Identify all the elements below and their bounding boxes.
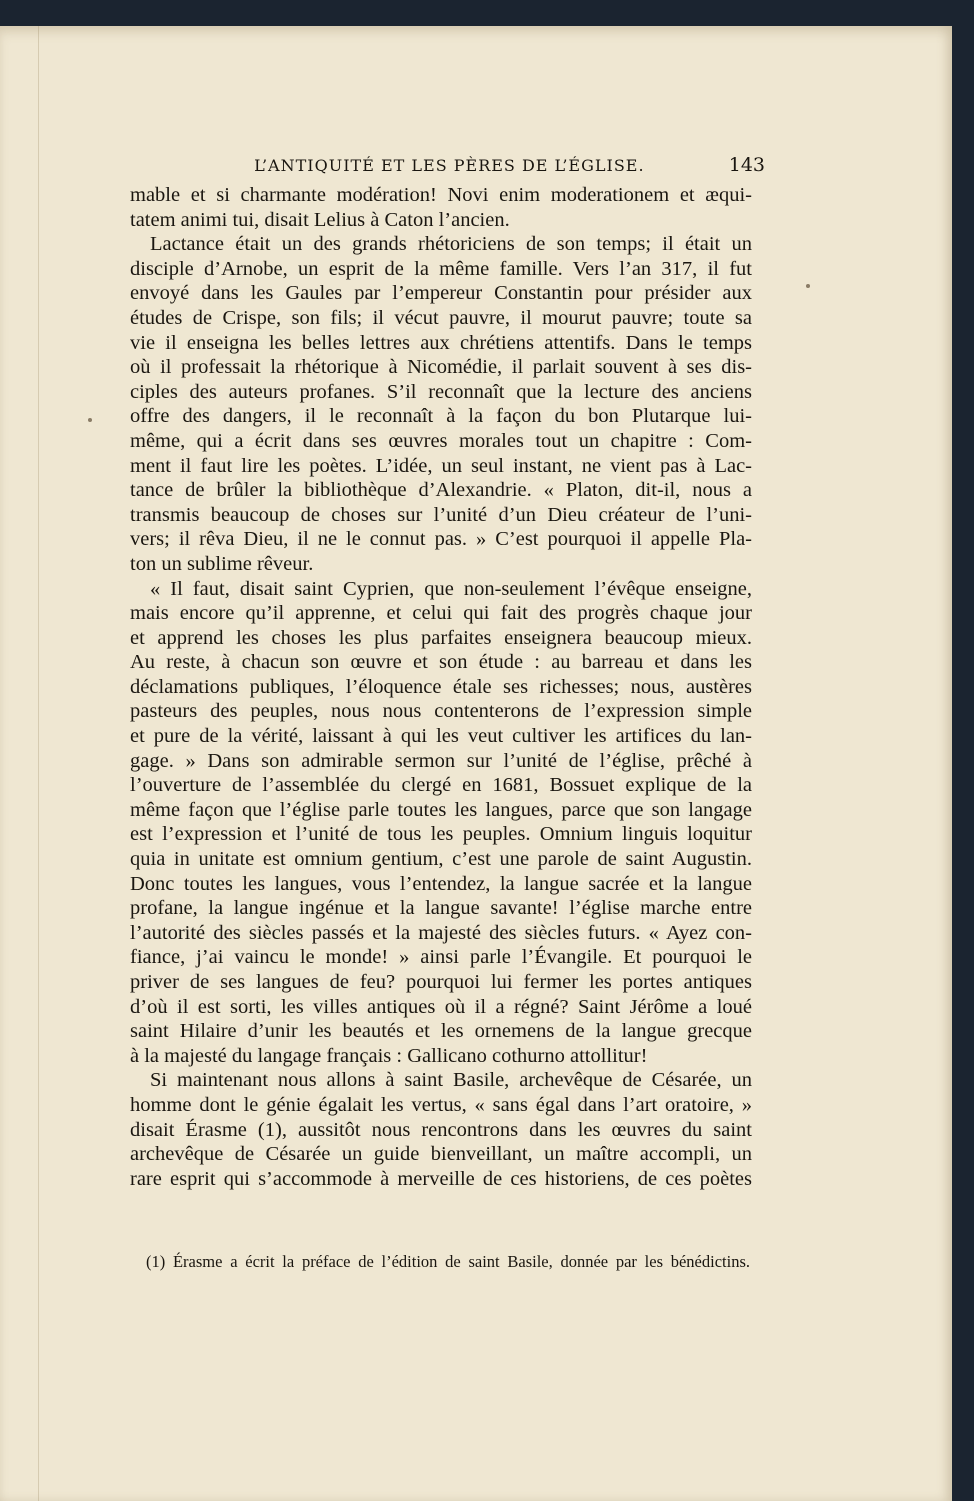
text-line: pasteurs des peuples, nous nous contenterons de l’expression simple: [130, 700, 752, 723]
book-page: [0, 26, 952, 1501]
footnote: (1) Érasme a écrit la préface de l’édition de saint Basile, donnée par les bénédictins.: [146, 1252, 750, 1271]
text-line: même façon que l’église parle toutes les langues, parce que son langage: [130, 798, 752, 821]
text-line: Donc toutes les langues, vous l’entendez, la langue sacrée et la langue: [130, 872, 752, 895]
text-line: quia in unitate est omnium gentium, c’est une parole de saint Augustin.: [130, 848, 752, 871]
text-line: priver de ses langues de feu? pourquoi lui fermer les portes antiques: [130, 971, 752, 993]
text-line: études de Crispe, son fils; il vécut pauvre, il mourut pauvre; toute sa: [130, 306, 752, 329]
text-line: « Il faut, disait saint Cyprien, que non-seulement l’évêque enseigne,: [150, 577, 752, 600]
text-line: archevêque de Césarée un guide bienveillant, un maître accompli, un: [130, 1143, 752, 1166]
paragraph: [130, 183, 752, 232]
text-line: même, qui a écrit dans ses œuvres morales tout un chapitre : Com-: [130, 429, 752, 452]
text-line: et pure de la vérité, laissant à qui les veut cultiver les artifices du lan-: [130, 725, 752, 748]
ink-speck: [88, 418, 92, 422]
text-line: ciples des auteurs profanes. S’il reconnaît que la lecture des anciens: [130, 380, 752, 403]
text-line: offre des dangers, il le reconnaît à la façon du bon Plutarque lui-: [130, 405, 752, 428]
text-line: tatem animi tui, disait Lelius à Caton l’ancien.: [130, 208, 510, 231]
text-line: l’ouverture de l’assemblée du clergé en 1681, Bossuet explique de la: [130, 774, 752, 797]
text-line: Au reste, à chacun son œuvre et son étude : au barreau et dans les: [130, 651, 752, 674]
body-text: [130, 183, 752, 1191]
text-line: vie il enseigna les belles lettres aux chrétiens attentifs. Dans le temps: [130, 331, 752, 354]
paragraph: [130, 1068, 752, 1191]
text-line: gage. » Dans son admirable sermon sur l’unité de l’église, prêché à: [130, 749, 752, 772]
text-line: rare esprit qui s’accommode à merveille de ces historiens, de ces poètes: [130, 1167, 752, 1190]
text-line: est l’expression et l’unité de tous les peuples. Omnium linguis loquitur: [130, 823, 752, 846]
paragraph: [130, 232, 752, 576]
text-line: mais encore qu’il apprenne, et celui qui fait des progrès chaque jour: [130, 602, 752, 625]
text-line: d’où il est sorti, les villes antiques où il a régné? Saint Jérôme a loué: [130, 995, 752, 1018]
text-line: vers; il rêva Dieu, il ne le connut pas. » C’est pourquoi il appelle Pla-: [130, 528, 752, 551]
text-line: profane, la langue ingénue et la langue savante! l’église marche entre: [130, 897, 752, 920]
text-line: envoyé dans les Gaules par l’empereur Constantin pour présider aux: [130, 282, 752, 305]
text-line: et apprend les choses les plus parfaites enseignera beaucoup mieux.: [130, 626, 752, 649]
text-line: tance de brûler la bibliothèque d’Alexandrie. « Platon, dit-il, nous a: [130, 479, 752, 502]
text-line: transmis beaucoup de choses sur l’unité d’un Dieu créateur de l’uni-: [130, 503, 752, 526]
text-line: à la majesté du langage français : Gallicano cothurno attollitur!: [130, 1044, 648, 1067]
text-line: ment il faut lire les poètes. L’idée, un seul instant, ne vient pas à Lac-: [130, 454, 752, 477]
text-line: l’autorité des siècles passés et la majesté des siècles futurs. « Ayez con-: [130, 921, 752, 944]
text-line: saint Hilaire d’unir les beautés et les ornemens de la langue grecque: [130, 1020, 752, 1043]
ink-speck: [806, 284, 810, 288]
paragraph: [130, 577, 752, 1069]
page-fold: [38, 26, 39, 1501]
text-line: déclamations publiques, l’éloquence étale ses richesses; nous, austères: [130, 675, 752, 698]
text-line: disciple d’Arnobe, un esprit de la même famille. Vers l’an 317, il fut: [130, 257, 752, 280]
text-line: mable et si charmante modération! Novi enim moderationem et æqui-: [130, 184, 752, 206]
running-title: L’ANTIQUITÉ ET LES PÈRES DE L’ÉGLISE.: [254, 156, 645, 175]
text-line: homme dont le génie égalait les vertus, « sans égal dans l’art oratoire, »: [130, 1093, 752, 1116]
text-line: disait Érasme (1), aussitôt nous rencontrons dans les œuvres du saint: [130, 1118, 752, 1141]
text-line: Si maintenant nous allons à saint Basile, archevêque de Césarée, un: [150, 1069, 752, 1092]
text-line: ton un sublime rêveur.: [130, 552, 314, 575]
text-line: Lactance était un des grands rhétoriciens de son temps; il était un: [150, 233, 752, 256]
running-header: [130, 154, 765, 176]
text-line: où il professait la rhétorique à Nicomédie, il parlait souvent à ses dis-: [130, 356, 752, 379]
page-number: 143: [728, 154, 765, 176]
text-line: fiance, j’ai vaincu le monde! » ainsi parle l’Évangile. Et pourquoi le: [130, 946, 752, 969]
